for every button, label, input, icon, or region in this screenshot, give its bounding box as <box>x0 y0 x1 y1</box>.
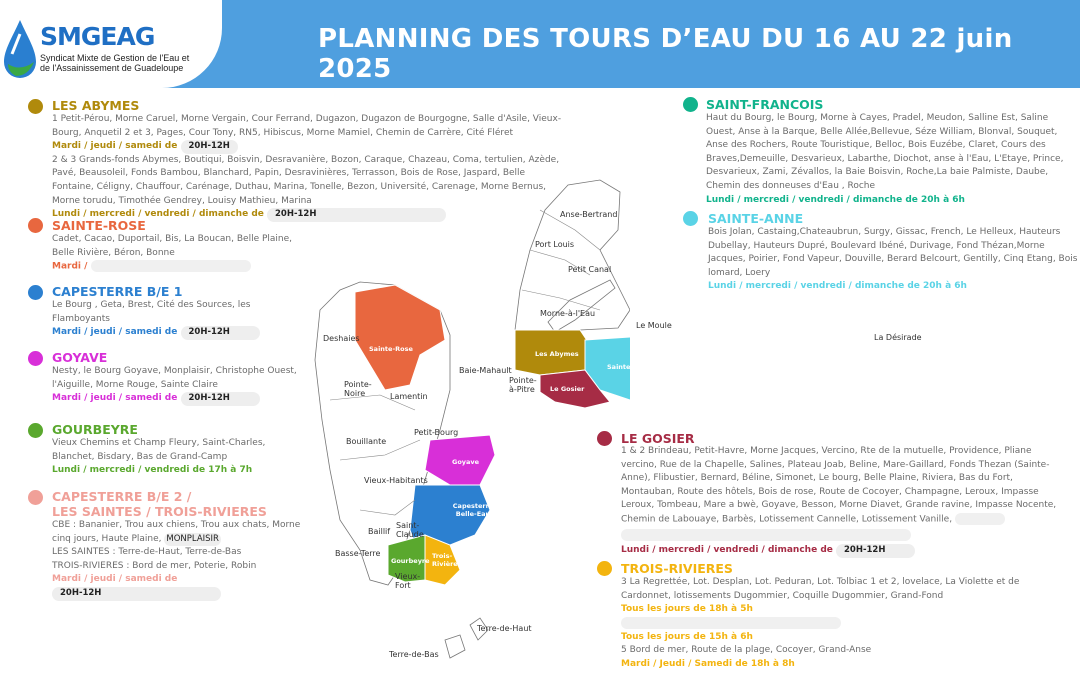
page-title: PLANNING DES TOURS D’EAU DU 16 AU 22 juin 2025 <box>318 24 1013 84</box>
abymes-dot <box>28 99 43 114</box>
redacted-area <box>955 513 1005 525</box>
sainte-rose-schedule <box>52 260 297 274</box>
trois-rivieres-schedule3: Mardi / Jeudi / Samedi de 18h à 8h <box>621 659 795 670</box>
map-label: Vieux-Fort <box>395 572 421 590</box>
region-label: Sainte-Anne <box>607 363 652 371</box>
terre-de-bas <box>445 635 465 658</box>
goyave-sched-text: Mardi / jeudi / samedi de <box>52 393 178 404</box>
goyave-text <box>52 365 314 406</box>
map-label: Terre-de-Haut <box>477 624 532 633</box>
saint-francois-zones: Haut du Bourg, le Bourg, Morne à Cayes, Pradel, Meudon, Salline Est, Saline Ouest, Anse à la Barque, Belle Allée,Bellevue, Séze William, Blonval, Souquet, Anse des Rochers, Route Touristique, Belloc, Bois Euzébe, Claret, Cours des Braves,Demeuille, Desvarieux, Labarthe, Diochot, anse à l'Eau, L'Etaye, Prince, Desvarieux, Zami, Zévallos, la Baie Boisvin, Roche,La baie Palmiste, Daube, Chemin des donneuses d'Eau , Roche <box>706 113 1064 191</box>
region-label: Goyave <box>452 458 480 466</box>
map-label: Deshaies <box>323 334 360 343</box>
logo-area <box>0 0 222 88</box>
sainte-anne-schedule: Lundi / mercredi / vendredi / dimanche de 20h à 6h <box>708 281 967 292</box>
trois-rivieres-schedule1: Tous les jours de 18h à 5h <box>621 604 753 615</box>
region-label: Capesterre Belle-Eau <box>452 502 494 518</box>
map-label: Anse-Bertrand <box>560 210 618 219</box>
sainte-rose-text <box>52 233 297 274</box>
goyave-schedule <box>52 392 314 406</box>
trois-rivieres-schedule2: Tous les jours de 15h à 6h <box>621 631 753 642</box>
gourbeyre-zones: Vieux Chemins et Champ Fleury, Saint-Charles, Blanchet, Bisdary, Bas de Grand-Camp <box>52 438 266 462</box>
abymes-zone1: 1 Petit-Pérou, Morne Caruel, Morne Vergain, Cour Ferrand, Dugazon, Dugazon de Bourgogne, Salle d'Asile, Vieux-Bourg, Anquetil 2 et 3, Pages, Cour Tony, RN5, Hibiscus, Morne Mamiel, Chemin de Carrère, Cité Fléret <box>52 114 562 138</box>
capesterre2-schedule <box>52 573 302 600</box>
goyave-dot <box>28 351 43 366</box>
saint-francois-text <box>706 112 1078 207</box>
sainte-rose-title: SAINTE-ROSE <box>52 218 146 233</box>
map-label: Le Moule <box>636 321 672 330</box>
capesterre2-highlight: MONPLAISIR <box>164 533 221 547</box>
capesterre2-time: 20H-12H <box>52 587 221 601</box>
capesterre2-title: CAPESTERRE B/E 2 / <box>52 489 192 504</box>
capesterre1-text <box>52 299 297 340</box>
sainte-anne-text <box>708 226 1078 294</box>
sainte-anne-title: SAINTE-ANNE <box>708 211 804 226</box>
gosier-text <box>621 445 1069 558</box>
region-label: Saint-François <box>685 350 738 358</box>
les-saintes-zones: LES SAINTES : Terre-de-Haut, Terre-de-Bas <box>52 547 242 558</box>
goyave-zones: Nesty, le Bourg Goyave, Monplaisir, Christophe Ouest, l'Aiguille, Morne Rouge, Sainte Claire <box>52 366 297 390</box>
map-label: Petit-Bourg <box>414 428 459 437</box>
trois-rivieres-zone3: 3 La Regrettée, Lot. Desplan, Lot. Peduran, Lot. Tolbiac 1 et 2, lovelace, La Violette et de Cardonnet, lotissements Dugommier, Coquille Dugommier, Grand-Fond <box>621 577 1020 601</box>
map-label: Pointe-à-Pitre <box>509 376 537 394</box>
map-label: Baie-Mahault <box>459 366 512 375</box>
abymes-time2: 20H-12H <box>267 208 446 222</box>
abymes-sched2-text: Lundi / mercredi / vendredi / dimanche de <box>52 209 264 220</box>
abymes-zone2: 2 & 3 Grands-fonds Abymes, Boutiqui, Boisvin, Desravanière, Bozon, Caraque, Chazeau, Coma, tertulien, Azède, Pavé, Beausoleil, Fonds Bambou, Blanchard, Papin, Desravinières, Terrasson, Bois de Rose, Jaspard, Belle Fontaine, Céligny, Chauffour, Carénage, Duthau, Marina, Tonelle, Bezon, Université, Carenage, Morne Bernus, Morne torudu, Timothée Gendrey, Louisy Mathieu, Marina <box>52 154 560 206</box>
capesterre2-text <box>52 519 302 601</box>
abymes-title: LES ABYMES <box>52 98 140 113</box>
sainte-anne-dot <box>683 211 698 226</box>
region-label: Gourbeyre <box>391 557 430 565</box>
trois-rivieres-zone5: 5 Bord de mer, Route de la plage, Cocoyer, Grand-Anse <box>621 645 872 656</box>
sainte-rose-dot <box>28 218 43 233</box>
region-label: Les Abymes <box>535 350 579 358</box>
capesterre1-time: 20H-12H <box>181 326 260 340</box>
saint-francois-title: SAINT-FRANCOIS <box>706 97 824 112</box>
map-label: Vieux-Habitants <box>364 476 428 485</box>
capesterre2-sched-text: Mardi / jeudi / samedi de <box>52 574 178 585</box>
region-label: Sainte-Rose <box>369 345 413 353</box>
logo-name: SMGEAG <box>40 22 155 51</box>
capesterre2-title-line2: LES SAINTES / TROIS-RIVIERES <box>52 504 267 519</box>
gosier-time: 20H-12H <box>836 544 915 558</box>
map-label: Port Louis <box>535 240 575 249</box>
map-label: Morne-à-l'Eau <box>540 309 596 318</box>
capesterre1-schedule <box>52 326 297 340</box>
trois-rivieres-zones: TROIS-RIVIERES : Bord de mer, Poterie, Robin <box>52 560 257 571</box>
map-label: La Désirade <box>874 333 922 342</box>
gosier-zones: 1 & 2 Brindeau, Petit-Havre, Morne Jacques, Vercino, Rte de la mutuelle, Providence, Pliane vercino, Rue de la Chapelle, Salines, Plateau Joab, Beline, Mare-Gaillard, Fonds Thezan (Sainte-Anne), Flibustier, Bernard, Béline, Simonet, Le bourg, Belle Plaine, Riviera, Bas du Fort, Montauban, Route des hôtels, Bois de rose, Route de Cocoyer, Champagne, Leroux, Impasse Leroux, Tombeau, Mare a bwè, Goyave, Besson, Morne Diavet, Grande ravine, Impasse Nocente, Chemin de Labouaye, Barbès, Lotissement Cannelle, Lotissement Vanille, <box>621 446 1057 525</box>
goyave-time: 20H-12H <box>181 392 260 406</box>
map-label: Basse-Terre <box>335 549 381 558</box>
water-drop-icon <box>2 18 38 82</box>
sainte-rose-zones: Cadet, Cacao, Duportail, Bis, La Boucan, Belle Plaine, Belle Rivière, Béron, Bonne <box>52 234 293 258</box>
redacted-area <box>621 529 911 541</box>
saint-francois-dot <box>683 97 698 112</box>
region-label: Trois-Rivières <box>432 552 462 568</box>
abymes-schedule1 <box>52 140 562 154</box>
region-label: Le Gosier <box>550 385 585 393</box>
trois-rivieres-text <box>621 576 1041 672</box>
gourbeyre-text <box>52 437 297 478</box>
logo-subtitle: Syndicat Mixte de Gestion de l'Eau et de l'Assainissement de Guadeloupe <box>40 53 190 73</box>
capesterre1-dot <box>28 285 43 300</box>
sainte-anne-zones: Bois Jolan, Castaing,Chateaubrun, Surgy, Gissac, French, Le Helleux, Hauteurs Dubellay, Hauteurs Dupré, Boulevard Ibéné, Durivage, Fond Thézan,Morne Jacques, Poirier, Fond Vapeur, Douville, Berard Belcourt, Gentilly, Cinq Etang, Bois lomard, Loery <box>708 227 1078 278</box>
capesterre1-sched-text: Mardi / jeudi / samedi de <box>52 327 178 338</box>
goyave-title: GOYAVE <box>52 350 108 365</box>
redacted-area <box>91 260 251 272</box>
capesterre2-zones: CBE : Bananier, Trou aux chiens, Trou aux chats, Morne cinq jours, Haute Plaine, <box>52 520 301 544</box>
map-label: Lamentin <box>390 392 428 401</box>
abymes-sched1-text: Mardi / jeudi / samedi de <box>52 141 178 152</box>
gourbeyre-title: GOURBEYRE <box>52 422 138 437</box>
gourbeyre-dot <box>28 423 43 438</box>
map-label: Saint-Claude <box>396 521 424 539</box>
map-label: Petit Canal <box>568 265 612 274</box>
abymes-time1: 20H-12H <box>181 140 238 154</box>
gosier-title: LE GOSIER <box>621 431 695 446</box>
header-banner <box>0 0 1080 88</box>
gosier-sched-text: Lundi / mercredi / vendredi / dimanche de <box>621 545 833 556</box>
map-label: Bouillante <box>346 437 387 446</box>
guadeloupe-map <box>300 170 630 670</box>
capesterre1-zones: Le Bourg , Geta, Brest, Cité des Sources, les Flamboyants <box>52 300 251 324</box>
redacted-area <box>621 617 841 629</box>
capesterre1-title: CAPESTERRE B/E 1 <box>52 284 183 299</box>
map-label: Baillif <box>368 527 391 536</box>
map-label: Pointe-Noire <box>344 380 372 398</box>
gourbeyre-schedule: Lundi / mercredi / vendredi de 17h à 7h <box>52 465 253 476</box>
saint-francois-schedule: Lundi / mercredi / vendredi / dimanche de 20h à 6h <box>706 194 965 205</box>
gosier-schedule <box>621 544 1069 558</box>
capesterre2-dot <box>28 490 43 505</box>
sainte-rose-sched-text: Mardi / <box>52 261 88 272</box>
map-label: Terre-de-Bas <box>389 650 439 659</box>
trois-rivieres-title: TROIS-RIVIERES <box>621 561 733 576</box>
